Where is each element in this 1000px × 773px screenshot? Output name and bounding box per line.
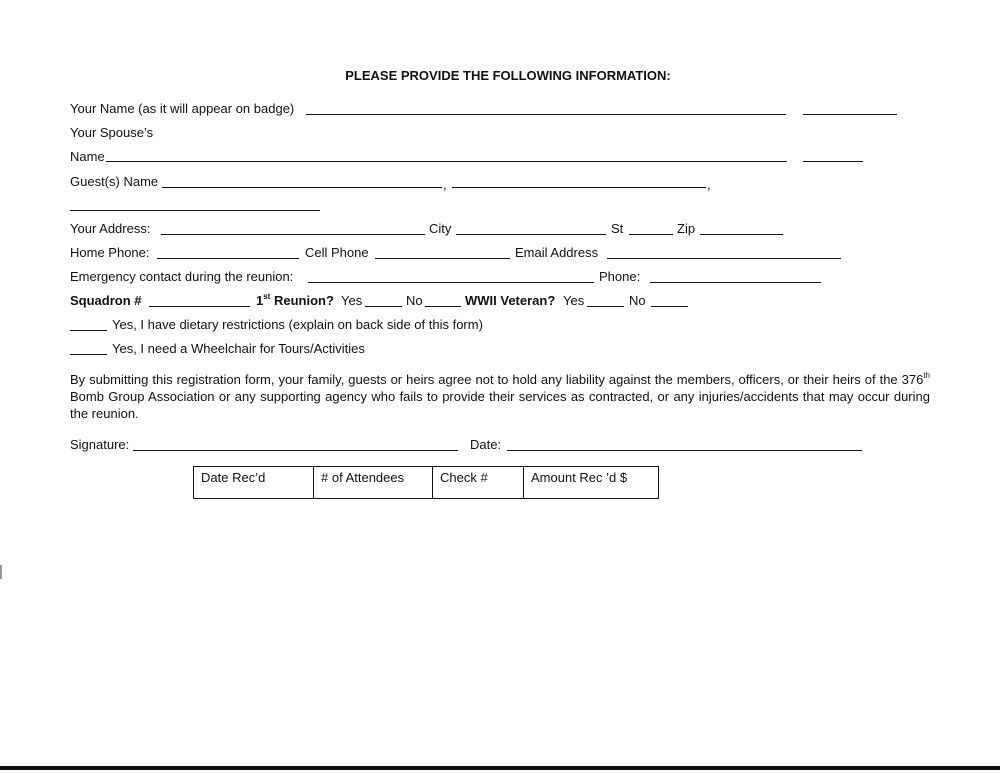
guest-comma-1: ,	[443, 177, 447, 192]
table-row	[194, 467, 659, 499]
signature-field[interactable]	[133, 450, 458, 451]
guest-name-field-2[interactable]	[452, 187, 706, 188]
your-name-field[interactable]	[306, 114, 786, 115]
first-reunion-no-label: No	[406, 293, 423, 308]
scan-bottom-edge	[0, 766, 1000, 770]
amount-received-cell[interactable]: Amount Rec ’d $	[524, 467, 659, 499]
wheelchair-checkline[interactable]	[70, 354, 107, 355]
check-number-cell[interactable]: Check #	[433, 467, 524, 499]
your-name-extra-field[interactable]	[803, 114, 897, 115]
scan-edge-mark	[0, 565, 2, 579]
wheelchair-label: Yes, I need a Wheelchair for Tours/Activities	[112, 341, 365, 356]
emergency-contact-field[interactable]	[308, 282, 594, 283]
emergency-phone-field[interactable]	[650, 282, 821, 283]
date-field[interactable]	[507, 450, 862, 451]
form-title: PLEASE PROVIDE THE FOLLOWING INFORMATION:	[345, 68, 671, 83]
city-field[interactable]	[456, 234, 606, 235]
date-received-cell[interactable]: Date Rec’d	[194, 467, 314, 499]
address-label: Your Address:	[70, 221, 151, 236]
your-name-label: Your Name (as it will appear on badge)	[70, 101, 295, 116]
guest-name-field-3[interactable]	[70, 210, 320, 211]
wwii-no-label: No	[629, 293, 646, 308]
address-field[interactable]	[161, 234, 425, 235]
cell-phone-label: Cell Phone	[305, 245, 369, 260]
first-reunion-yes-field[interactable]	[365, 306, 402, 307]
cell-phone-field[interactable]	[375, 258, 510, 259]
dietary-checkline[interactable]	[70, 330, 107, 331]
liability-disclaimer: By submitting this registration form, your family, guests or heirs agree not to hold any liability against the members, officers, or their heirs of the 376th Bomb Group Association or any supporting agency who fails to provide their services as contracted, or any injuries/accidents that may occur during the reunion.	[70, 370, 930, 421]
spouse-label-line2: Name	[70, 149, 105, 164]
state-field[interactable]	[629, 234, 673, 235]
wwii-yes-field[interactable]	[587, 306, 624, 307]
spouse-name-field[interactable]	[106, 161, 787, 162]
first-reunion-no-field[interactable]	[425, 306, 461, 307]
home-phone-field[interactable]	[157, 258, 299, 259]
squadron-label: Squadron #	[70, 293, 142, 308]
email-label: Email Address	[515, 245, 599, 260]
first-reunion-yes-label: Yes	[341, 293, 363, 308]
wwii-yes-label: Yes	[563, 293, 585, 308]
zip-label: Zip	[677, 221, 696, 236]
squadron-field[interactable]	[149, 306, 250, 307]
spouse-label-line1: Your Spouse’s	[70, 125, 154, 140]
attendees-cell[interactable]: # of Attendees	[314, 467, 433, 499]
email-field[interactable]	[607, 258, 841, 259]
state-label: St	[611, 221, 624, 236]
guest-name-field-1[interactable]	[162, 187, 442, 188]
signature-label: Signature:	[70, 437, 130, 452]
home-phone-label: Home Phone:	[70, 245, 150, 260]
guests-label: Guest(s) Name	[70, 174, 159, 189]
spouse-name-extra-field[interactable]	[803, 161, 863, 162]
emergency-contact-label: Emergency contact during the reunion:	[70, 269, 294, 284]
office-use-table	[193, 466, 659, 499]
emergency-phone-label: Phone:	[599, 269, 641, 284]
wwii-veteran-label: WWII Veteran?	[465, 293, 559, 308]
wwii-no-field[interactable]	[651, 306, 688, 307]
dietary-label: Yes, I have dietary restrictions (explain on back side of this form)	[112, 317, 483, 332]
first-reunion-label: 1st Reunion?	[256, 291, 338, 308]
date-label: Date:	[470, 437, 502, 452]
city-label: City	[429, 221, 452, 236]
zip-field[interactable]	[700, 234, 783, 235]
guest-comma-2: ,	[707, 177, 711, 192]
